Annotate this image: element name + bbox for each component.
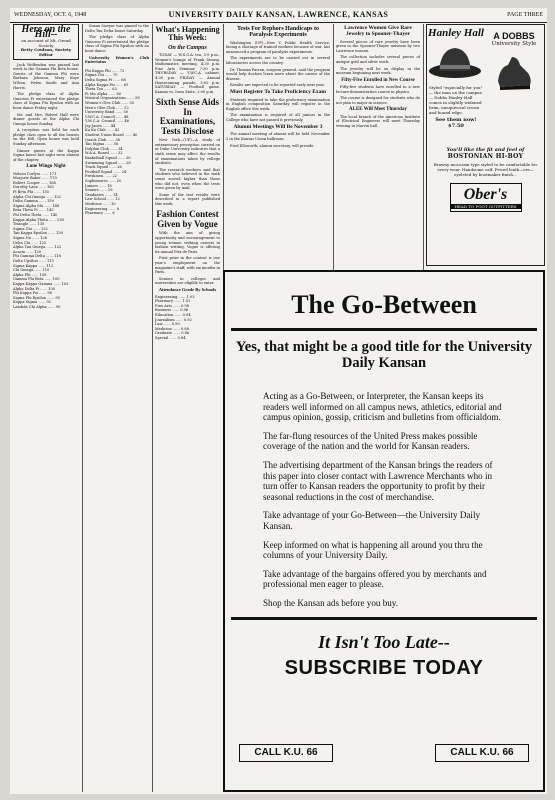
notes-paragraph: The pledge class of Alpha Omicron Pi entertained the pledge class of Sigma Phi Epsilon with an hour dance. — [85, 35, 149, 53]
list-item: Gamma Phi Beta ...... 105 — [13, 277, 60, 282]
list-item: Tau Kappa Epsilon ...... 130 — [13, 231, 63, 236]
events-schedule-text — [155, 53, 220, 94]
list-item: Engineering ...... 1.03 — [155, 294, 195, 299]
list-item: Tau Sigma ...... 36 — [85, 142, 118, 147]
list-item: Sigma Kappa ...... 112 — [13, 263, 54, 268]
column-events — [155, 24, 220, 792]
hanley-right — [485, 25, 543, 97]
course-paragraph: The course is designed for students who do not plan to major in science. — [336, 96, 420, 105]
list-item: Acacia ...... 120 — [13, 249, 42, 254]
list-item: Freshmen ...... 22 — [85, 174, 118, 179]
list-item: Sigma Chi ...... 132 — [13, 226, 48, 231]
list-item: Men's Glee Club ...... 52 — [85, 105, 129, 110]
hanley-brand: Hanley Hall — [428, 27, 484, 39]
list-item: Jay Janes ...... 44 — [85, 123, 116, 128]
events-subhead: On the Campus — [168, 44, 207, 51]
list-item: Lambda Chi Alpha ...... 90 — [13, 304, 61, 309]
go-between-paragraph: Keep informed on what is happening all around you thru the columns of your University Daily. — [263, 539, 483, 561]
list-item: Law School ...... 12 — [85, 197, 120, 202]
alee-text — [336, 115, 420, 129]
go-between-ad — [223, 270, 545, 792]
list-item: Alpha Phi ...... 108 — [13, 272, 47, 277]
jewelry-paragraph: The jewelry will be on display in the museum beginning next week. — [336, 66, 420, 76]
obers-tagline: HEAD TO FOOT OUTFITTERS — [451, 204, 521, 209]
go-between-paragraph: Shop the Kansan ads before you buy. — [263, 597, 399, 608]
sixth-sense-headline: Sixth Sense Aids In Examinations, Tests Disclose — [155, 97, 220, 136]
list-item: Musical Organizations ...... 58 — [85, 96, 140, 101]
go-between-paragraph: The advertising department of the Kansan brings the readers of this paper into closer contact with Lawrence Merchants who in turn offer to Kansan readers the opportunity to profit by their seasonal reductions in the cost of merchandise. — [263, 459, 493, 502]
list-item: Fine Arts ...... 0.98 — [155, 303, 189, 308]
notes-paragraph: Susan Sawyer was pinned to the Delta Tau Delta house Saturday. — [85, 24, 149, 33]
hat-icon — [427, 41, 483, 81]
list-item: Pi Beta Phi ...... 155 — [13, 190, 50, 195]
cta-headline: It Isn't Too Late-- — [318, 631, 450, 652]
go-between-paragraph: Take advantage of your Go-Between—the University Daily Kansan. — [263, 510, 481, 531]
alumni-text — [226, 132, 330, 148]
column-rule — [333, 24, 334, 270]
go-between-paragraph: Acting as a Go-Between, or Interpreter, the Kansan keeps its readers well informed on all campus news, athletics, editorial and campus opinion, gossip, criticism and bulletins from officialdom. — [263, 391, 502, 423]
list-item: Sigma Chi ...... 70 — [85, 73, 118, 78]
list-item: Education ...... 0.94 — [155, 312, 191, 317]
vogue-text — [155, 231, 220, 286]
vogue-paragraph: With the aim of giving opportunity and encouragement to young women seeking careers in fashion writing, Vogue is offering its annual Prix de Paris. — [155, 231, 220, 254]
proficiency-paragraph: Students required to take the proficiency examination in English composition Saturday will register in the English office this week. — [226, 97, 330, 111]
list-item: Delta Upsilon ...... 115 — [13, 258, 54, 263]
column-rule — [423, 24, 424, 270]
list-item: Delta Chi ...... 125 — [13, 240, 47, 245]
proficiency-headline: Must Register To Take Proficiency Exam — [230, 88, 326, 95]
course-headline: Fifty-Five Enrolled in New Course — [341, 77, 415, 83]
bostonian-tag: You'll like the fit and feel of — [446, 147, 525, 153]
list-item: Theta Tau ...... 63 — [85, 87, 117, 92]
hanley-hall-ad — [426, 24, 545, 266]
bostonian-section — [429, 147, 542, 212]
list-item: Phi Kappa Phi ...... 72 — [85, 68, 125, 73]
column-rule — [82, 24, 83, 792]
society-byline: Betty Coulson, Society Editor — [20, 47, 72, 57]
go-between-subtitle: Yes, that might be a good title for the University Daily Kansan — [235, 339, 533, 371]
events-headline: What's Happening This Week: — [155, 25, 220, 43]
bostonian-title: BOSTONIAN HI-BOY — [447, 153, 524, 160]
notes-paragraph: University Women's Club Entertains — [85, 55, 149, 65]
list-item: Phi Delta Theta ...... 140 — [13, 213, 58, 218]
alee-paragraph: The local branch of the American Institute of Electrical Engineers will meet Thursday evening in Marvin hall. — [336, 114, 420, 128]
sixth-sense-paragraph: New York—(UP)—A study of extrasensory perception carried on at Duke University indicates that a sixth sense may affect the results of examinations taken by college students. — [155, 138, 220, 166]
list-item: Medicine ...... 0.88 — [155, 326, 190, 331]
shoe-icon — [494, 47, 534, 93]
list-item: Phi Kappa Psi ...... 98 — [13, 291, 52, 296]
jewelry-paragraph: Several pieces of rare jewelry have been given to the Spooner-Thayer museum by two Lawrence women. — [336, 39, 420, 53]
alumni-paragraph: The annual meeting of alumni will be held November 3 in the Kansas Union ballroom. — [226, 132, 330, 142]
go-between-paragraph: Take advantage of the bargains offered you by merchants and professional men eager to please. — [263, 568, 487, 590]
proficiency-text — [226, 98, 330, 123]
list-item: Nelson Corlyss ...... 171 — [13, 171, 57, 176]
attendance-list — [155, 295, 220, 341]
column-notes — [85, 24, 149, 792]
column-rule — [152, 24, 153, 792]
masthead-page: PAGE THREE — [507, 12, 543, 18]
list-item: Swimming Squad ...... 28 — [85, 160, 131, 165]
dobbs-label: A DOBBS — [493, 31, 535, 41]
column-paralysis — [226, 24, 330, 270]
column-jewelry — [336, 24, 420, 270]
list-item: Triangle ...... 135 — [13, 222, 45, 227]
jewelry-text — [336, 40, 420, 76]
list-item: Football Squad ...... 24 — [85, 169, 127, 174]
course-text — [336, 85, 420, 105]
go-between-title: The Go-Between — [291, 290, 477, 319]
list-item: Y.W.C.A. Council ...... 48 — [85, 114, 129, 119]
jewelry-headline: Lawrence Women Give Rare Jewelry to Spooner-Thayer — [344, 25, 412, 37]
call-box-left: CALL K.U. 66 — [239, 744, 333, 762]
list-item: W.A.A. Board ...... 32 — [85, 151, 123, 156]
list-item: Medicine ...... 10 — [85, 201, 116, 206]
alee-headline: ALEE Will Meet Thursday — [349, 107, 407, 113]
university-style: University Style — [491, 41, 537, 47]
wingo-title: Lone Wingo Night — [26, 164, 66, 170]
list-item: Alpha Chi Omega ...... 152 — [13, 194, 61, 199]
list-item: Pharmacy ...... 1.01 — [155, 299, 191, 304]
column-society — [13, 24, 79, 792]
go-between-rule — [231, 328, 537, 331]
society-header — [13, 24, 79, 60]
paralysis-paragraph: Results are expected to be reported early next year. — [230, 83, 325, 88]
call-box-right: CALL K.U. 66 — [435, 744, 529, 762]
vogue-paragraph: First prize in the contest is one year's employment on the magazine's staff, with six months in Paris. — [155, 256, 220, 275]
list-item: Sophomores ...... 20 — [85, 179, 122, 183]
go-between-body — [263, 391, 505, 609]
alumni-headline: Alumni Meetings Will Be November 3 — [233, 123, 323, 130]
list-item: Kappa Alpha Theta ...... 138 — [13, 217, 64, 222]
vogue-paragraph: Seniors in colleges and universities are eligible to enter. — [155, 276, 220, 286]
paralysis-paragraph: Dr. Thomas Parran, surgeon general, said the program would help doctors learn more about the causes of the disease. — [226, 67, 330, 81]
notes-text — [85, 24, 149, 65]
list-item: Track Squad ...... 26 — [85, 165, 122, 170]
society-text — [13, 63, 79, 163]
hanley-tagline: Styled "especially for you" — the man on the campus — Dobbs Hanley Hall comes in slightly widened brim, unequivocal crown and bound edge. — [429, 85, 483, 115]
events-schedule: TODAY — W.S.G.A. tea, 3-5 p.m., Women's lounge of Frank Strong. Mathematics meeting, 4:30 p.m. Fine Arts Seminar, 7:30 p.m. THURSDAY — Y.W.C.A. cabinet, 4:30 p.m. FRIDAY — Annual Homecoming parade, 3:00 p.m. SATURDAY — Football game, Kansas vs. Iowa State, 2:00 p.m. — [155, 53, 220, 94]
society-title: Here on the Hill-- — [21, 24, 71, 40]
notes-list — [85, 69, 149, 216]
paralysis-headline: Tests For Rephors Handicaps to Paralysis Experiments — [236, 26, 319, 39]
list-item: Beta Theta Pi ...... 145 — [13, 208, 54, 213]
list-item: Pharmacy ...... 6 — [85, 211, 115, 216]
society-paragraph: A reception was held for each pledge class open to all the houses on the Hill. Open house was held Sunday afternoon. — [13, 128, 79, 147]
list-item: Basketball Squad ...... 30 — [85, 156, 131, 161]
hanley-price: See them now! $7.50 — [435, 117, 477, 129]
list-item: Marjorie Baker ...... 170 — [13, 176, 57, 181]
masthead-title: UNIVERSITY DAILY KANSAN, LAWRENCE, KANSAS — [168, 10, 389, 19]
sixth-sense-text — [155, 138, 220, 206]
list-item: Delta Sigma Pi ...... 68 — [85, 77, 126, 82]
masthead-date: WEDNESDAY, OCT. 6, 1948 — [14, 12, 87, 18]
wingo-list — [13, 172, 79, 310]
list-item: Student Union Board ...... 40 — [85, 133, 138, 138]
paralysis-paragraph: The experiments are to be carried out in several laboratories across the country. — [226, 56, 330, 65]
list-item: Law ...... 0.90 — [155, 322, 180, 327]
attendance-title: Attendance Grade By Schools — [158, 286, 217, 292]
list-item: Chi Omega ...... 110 — [13, 268, 50, 273]
list-item: Juniors ...... 18 — [85, 183, 112, 188]
list-item: Sigma Nu ...... 128 — [13, 236, 48, 240]
list-item: Kappa Sigma ...... 92 — [13, 300, 51, 305]
society-paragraph: Mr. and Mrs. Robert Hall were dinner guests at the Alpha Chi Omega house Sunday. — [13, 112, 79, 126]
society-subtitle: on account of Mt. Oread Society — [21, 38, 71, 48]
cta-subscribe: SUBSCRIBE TODAY — [284, 656, 484, 679]
society-paragraph: The pledge class of Alpha Omicron Pi entertained the pledge class of Sigma Phi Epsilon with an hour dance Friday night. — [13, 92, 79, 110]
list-item: Robert Cooper ...... 168 — [13, 180, 56, 185]
vogue-headline: Fashion Contest Given by Vogue — [156, 209, 219, 229]
obers-logo: Ober's — [463, 186, 508, 203]
go-between-rule — [231, 617, 537, 620]
paralysis-paragraph: Washington (UP)—New Y. Public Health Service, facing a shortage of trained workers because of war, has announced a program of paralysis experiments. — [226, 40, 330, 54]
bostonian-desc: Brawny moccasin type styled to be comfortable for every wear. Handsome calf. Priced leath—ers—eyeleted by bootmaker finish... — [433, 162, 538, 177]
alumni-paragraph: Fred Ellsworth, alumni secretary, will preside. — [230, 143, 315, 148]
list-item: Sigma Alpha Mu ...... 148 — [13, 203, 60, 208]
society-paragraph: Dinner guests at the Kappa Sigma house last night were alumni of the chapter. — [13, 148, 79, 162]
list-item: Journalism ...... 0.92 — [155, 317, 192, 322]
hanley-left — [427, 25, 485, 129]
masthead — [10, 8, 547, 23]
list-item: University Band ...... 50 — [85, 110, 129, 115]
list-item: Y.M.C.A. Council ...... 46 — [85, 119, 130, 124]
course-paragraph: Fifty-five students have enrolled in a new lecture-demonstration course in physics. — [336, 84, 420, 94]
list-item: Graduate ...... 0.86 — [155, 331, 190, 336]
list-item: Sigma Phi Epsilon ...... 95 — [13, 295, 60, 300]
list-item: Quack Club ...... 38 — [85, 137, 120, 142]
list-item: Women's Glee Club ...... 55 — [85, 100, 135, 105]
jewelry-paragraph: The collection includes several pieces of antique gold and silver work. — [336, 55, 420, 64]
list-item: Delta Gamma ...... 150 — [13, 199, 54, 204]
list-item: Pi Mu Alpha ...... 60 — [85, 91, 122, 96]
list-item: Dolphin Club ...... 34 — [85, 146, 123, 151]
list-item: Ku Ku Club ...... 42 — [85, 128, 120, 133]
proficiency-paragraph: The examination is required of all juniors in the College who have not passed it previously. — [226, 113, 330, 123]
list-item: Kappa Kappa Gamma ...... 102 — [13, 281, 69, 286]
list-item: Alpha Kappa Psi ...... 65 — [85, 82, 129, 87]
newspaper-page — [10, 8, 547, 794]
column-rule — [223, 24, 224, 270]
sixth-sense-paragraph: Some of the test results were described in a report published this week. — [155, 192, 220, 206]
paralysis-text — [226, 41, 330, 88]
list-item: Business ...... 0.96 — [155, 308, 189, 313]
list-item: Seniors ...... 16 — [85, 188, 113, 193]
list-item: Phi Gamma Delta ...... 118 — [13, 254, 61, 259]
go-between-paragraph: The far-flung resources of the United Press makes possible coverage of the nation and the world for Kansan readers. — [263, 430, 478, 452]
list-item: Special ...... 0.84 — [155, 335, 186, 340]
list-item: Dorothy Lane ...... 165 — [13, 185, 54, 190]
sixth-sense-paragraph: The research workers said that students who believed in the sixth sense scored higher than those who did not, even when the tests were given by mail. — [155, 167, 220, 191]
society-paragraph: Jack Wolfenden was pinned last week to the Gamma Phi Beta house. Guests of the Gamma Phi were Barbara Johnson, Mary Kaye Wilson, Helen Smith and Ann Harris. — [13, 62, 79, 90]
list-item: Alpha Tau Omega ...... 122 — [13, 245, 62, 250]
obers-logo-box — [450, 183, 522, 212]
list-item: Alpha Delta Pi ...... 100 — [13, 286, 56, 291]
list-item: Engineering ...... 8 — [85, 206, 119, 211]
list-item: Graduates ...... 14 — [85, 192, 118, 197]
